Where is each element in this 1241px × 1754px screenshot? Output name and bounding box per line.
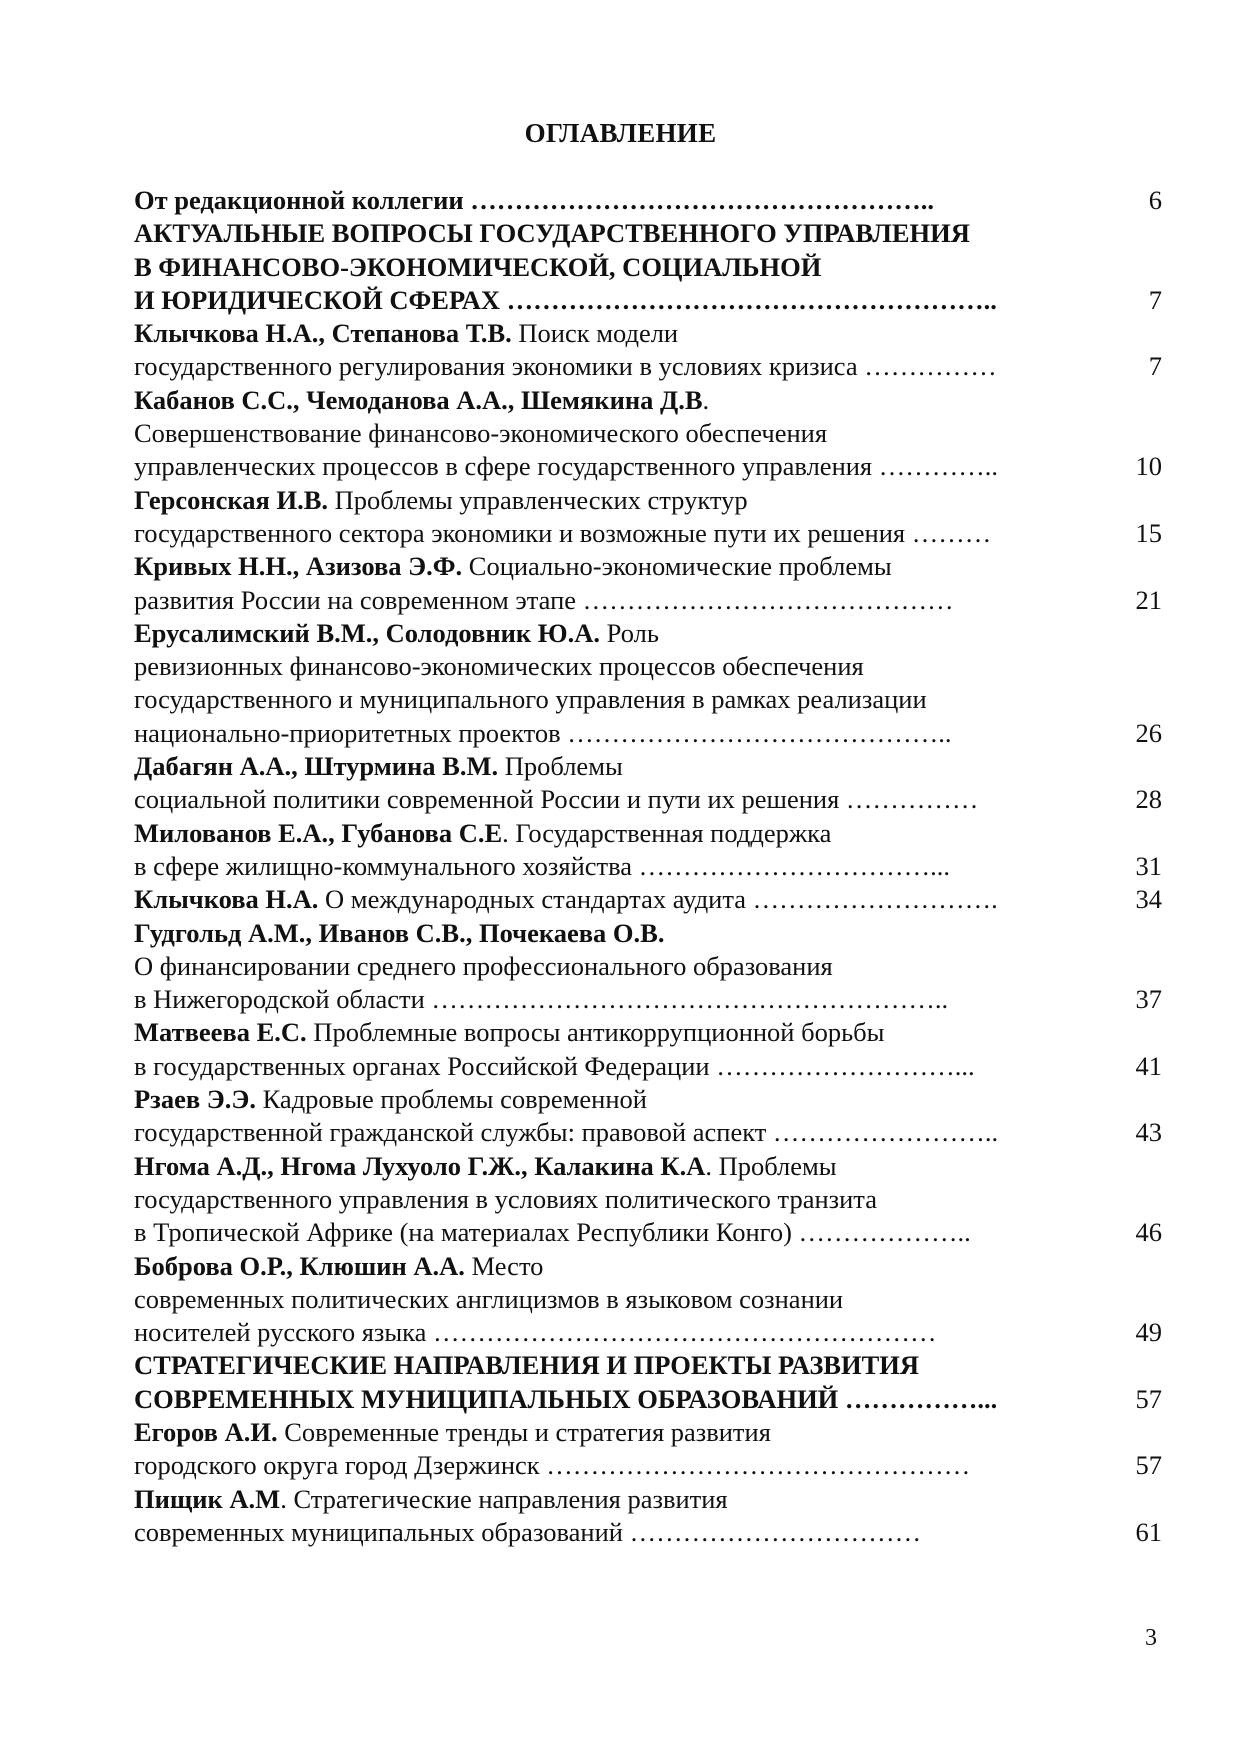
toc-authors: Рзаев Э.Э.: [134, 1084, 256, 1115]
toc-entry-title: в Нижегородской области …………………………………………………..: [134, 984, 949, 1015]
toc-line-text: [134, 185, 934, 215]
toc-line-text: [134, 252, 821, 282]
toc-line-text: [134, 751, 623, 781]
toc-authors: Кабанов С.С., Чемоданова А.А., Шемякина Д.В: [134, 384, 703, 415]
toc-line: [134, 1383, 1164, 1416]
toc-line: [134, 517, 1164, 550]
toc-line-text: [134, 1317, 937, 1347]
toc-line-text: [134, 684, 927, 714]
toc-line: [134, 184, 1164, 217]
toc-entry-title: . Государственная поддержка: [502, 817, 832, 848]
toc-line: [134, 850, 1164, 883]
toc-entry-title: .: [702, 384, 710, 415]
toc-page-number: 57: [1135, 1383, 1162, 1414]
toc-entry-title: государственного и муниципального управления в рамках реализации: [134, 684, 927, 715]
toc-line: [134, 217, 1164, 250]
toc-page-number: 46: [1135, 1217, 1162, 1248]
toc-line-text: [134, 1117, 998, 1147]
toc-line-text: [134, 1151, 837, 1181]
toc-line-text: [134, 218, 970, 248]
toc-page-number: 7: [1148, 284, 1162, 315]
toc-line-text: [134, 351, 997, 381]
toc-line: [134, 1150, 1164, 1183]
toc-entry-title: . Проблемы: [705, 1150, 837, 1181]
toc-line-text: [134, 385, 709, 415]
toc-authors: Боброва О.Р., Клюшин А.А.: [134, 1250, 465, 1281]
toc-page-number: 21: [1135, 584, 1162, 615]
toc-authors: Егоров А.И.: [134, 1416, 278, 1447]
toc-entry-title: О финансировании среднего профессионального образования: [134, 950, 833, 981]
toc-entry-title: Проблемы управленческих структур: [328, 484, 748, 515]
toc-entry-title: государственного управления в условиях политического транзита: [134, 1183, 877, 1214]
toc-line: [134, 1449, 1164, 1482]
toc-line-text: [134, 984, 948, 1014]
toc-authors: Герсонская И.В.: [134, 484, 329, 515]
toc-line-text: [134, 1251, 543, 1281]
toc-line: [134, 983, 1164, 1016]
toc-line: [134, 1349, 1164, 1382]
toc-authors: Гудгольд А.М., Иванов С.В., Почекаева О.В.: [134, 917, 665, 948]
toc-entry-title: современных политических англицизмов в языковом сознании: [134, 1283, 844, 1314]
toc-authors: И ЮРИДИЧЕСКОЙ СФЕРАХ ………………………………………………..: [134, 284, 997, 315]
toc-entry-title: управленческих процессов в сфере государственного управления …………..: [134, 451, 998, 482]
toc-line-text: [134, 884, 998, 914]
toc-line: [134, 617, 1164, 650]
toc-line: [134, 1016, 1164, 1049]
toc-line: [134, 717, 1164, 750]
toc-page-number: 61: [1135, 1516, 1162, 1547]
toc-line: [134, 251, 1164, 284]
page-number: 3: [1145, 1625, 1157, 1651]
toc-entry-title: в сфере жилищно-коммунального хозяйства ……………………………...: [134, 850, 951, 881]
toc-authors: В ФИНАНСОВО-ЭКОНОМИЧЕСКОЙ, СОЦИАЛЬНОЙ: [134, 251, 822, 282]
toc-line-text: [134, 1217, 971, 1247]
toc-line: [134, 750, 1164, 783]
toc-line: [134, 917, 1164, 950]
toc-page-number: 7: [1148, 351, 1162, 382]
toc-line: [134, 450, 1164, 483]
toc-entry-title: Проблемные вопросы антикоррупционной борьбы: [306, 1017, 885, 1048]
toc-page-number: 10: [1135, 451, 1162, 482]
toc-page-number: 28: [1135, 784, 1162, 815]
toc-page-number: 49: [1135, 1317, 1162, 1348]
toc-page-number: 6: [1148, 185, 1162, 215]
toc-line: [134, 1316, 1164, 1349]
toc-authors: Клычкова Н.А.: [134, 884, 319, 915]
toc-entry-title: . Стратегические направления развития: [280, 1483, 728, 1514]
toc-line-text: [134, 1084, 647, 1114]
toc-authors: Ерусалимский В.М., Солодовник Ю.А.: [134, 617, 600, 648]
toc-entry-title: современных муниципальных образований ……………………………: [134, 1516, 922, 1547]
toc-page-number: 31: [1135, 850, 1162, 881]
toc-authors: СОВРЕМЕННЫХ МУНИЦИПАЛЬНЫХ ОБРАЗОВАНИЙ ……………...: [134, 1383, 998, 1414]
toc-authors: От редакционной коллегии ……………………………………………..: [134, 185, 935, 215]
toc-entry-title: государственной гражданской службы: правовой аспект ……………………..: [134, 1117, 999, 1148]
toc-line-text: [134, 818, 831, 848]
toc-line: [134, 584, 1164, 617]
toc-entry-title: Проблемы: [498, 751, 623, 782]
toc-line-text: [134, 451, 998, 481]
toc-line-text: [134, 1017, 884, 1047]
toc-line: [134, 317, 1164, 350]
toc-line: [134, 883, 1164, 916]
toc-line-text: [134, 1350, 919, 1380]
toc-entry-title: Социально-экономические проблемы: [462, 551, 892, 582]
toc-entry-title: городского округа город Дзержинск …………………………………………: [134, 1450, 971, 1481]
toc-entry-title: социальной политики современной России и пути их решения ……………: [134, 784, 979, 815]
toc-entry-title: государственного сектора экономики и возможные пути их решения ………: [134, 517, 992, 548]
toc-line-text: [134, 1417, 771, 1447]
toc-line-text: [134, 551, 892, 581]
toc-line: [134, 417, 1164, 450]
toc-line: [134, 484, 1164, 517]
toc-line: [134, 1416, 1164, 1449]
page-title: ОГЛАВЛЕНИЕ: [524, 118, 717, 148]
toc-line-text: [134, 1517, 921, 1547]
toc-line-text: [134, 1051, 975, 1081]
toc-authors: Дабагян А.А., Штурмина В.М.: [134, 751, 499, 782]
toc-line-text: [134, 285, 997, 315]
toc-line-text: [134, 1384, 997, 1414]
toc-entry-title: национально-приоритетных проектов ……………………………………..: [134, 717, 952, 748]
toc-line-text: [134, 518, 991, 548]
toc-entry-title: ревизионных финансово-экономических процессов обеспечения: [134, 651, 864, 682]
toc-line: [134, 1283, 1164, 1316]
table-of-contents: [134, 184, 1164, 1549]
toc-line: [134, 1083, 1164, 1116]
toc-entry-title: Место: [464, 1250, 544, 1281]
toc-line-text: [134, 1484, 728, 1514]
toc-authors: Нгома А.Д., Нгома Лухуоло Г.Ж., Калакина К.А: [134, 1150, 706, 1181]
toc-line-text: [134, 618, 659, 648]
toc-authors: Милованов Е.А., Губанова С.Е: [134, 817, 503, 848]
toc-line: [134, 783, 1164, 816]
toc-line: [134, 284, 1164, 317]
toc-line-text: [134, 1284, 843, 1314]
toc-entry-title: Современные тренды и стратегия развития: [277, 1416, 771, 1447]
toc-entry-title: Роль: [600, 617, 659, 648]
toc-line: [134, 1183, 1164, 1216]
toc-line: [134, 1250, 1164, 1283]
toc-entry-title: в Тропической Африке (на материалах Республики Конго) ………………..: [134, 1217, 971, 1248]
toc-authors: Пищик А.М: [134, 1483, 281, 1514]
toc-line: [134, 650, 1164, 683]
toc-line: [134, 817, 1164, 850]
toc-line-text: [134, 585, 954, 615]
toc-entry-title: О международных стандартах аудита ……………………….: [318, 884, 998, 915]
toc-line-text: [134, 651, 864, 681]
toc-line-text: [134, 718, 952, 748]
toc-entry-title: носителей русского языка …………………………………………………: [134, 1317, 937, 1348]
toc-entry-title: Совершенствование финансово-экономического обеспечения: [134, 418, 828, 449]
toc-page-number: 41: [1135, 1050, 1162, 1081]
toc-authors: СТРАТЕГИЧЕСКИЕ НАПРАВЛЕНИЯ И ПРОЕКТЫ РАЗВИТИЯ: [134, 1350, 920, 1381]
toc-page-number: 37: [1135, 984, 1162, 1015]
toc-line: [134, 683, 1164, 716]
toc-authors: Кривых Н.Н., Азизова Э.Ф.: [134, 551, 463, 582]
toc-line-text: [134, 418, 827, 448]
toc-line-text: [134, 918, 664, 948]
toc-line-text: [134, 485, 748, 515]
toc-line: [134, 950, 1164, 983]
toc-line: [134, 1483, 1164, 1516]
toc-line-text: [134, 784, 978, 814]
toc-entry-title: развития России на современном этапе ……………………………………: [134, 584, 954, 615]
toc-entry-title: Кадровые проблемы современной: [255, 1084, 647, 1115]
toc-page-number: 34: [1135, 884, 1162, 915]
toc-line: [134, 350, 1164, 383]
toc-authors: АКТУАЛЬНЫЕ ВОПРОСЫ ГОСУДАРСТВЕННОГО УПРАВЛЕНИЯ: [134, 218, 970, 249]
toc-page-number: 43: [1135, 1117, 1162, 1148]
toc-authors: Матвеева Е.С.: [134, 1017, 307, 1048]
toc-entry-title: Поиск модели: [511, 318, 679, 349]
toc-page-number: 57: [1135, 1450, 1162, 1481]
toc-line: [134, 1516, 1164, 1549]
toc-line-text: [134, 1450, 970, 1480]
toc-line-text: [134, 951, 833, 981]
toc-line: [134, 1050, 1164, 1083]
toc-line-text: [134, 1184, 877, 1214]
toc-entry-title: в государственных органах Российской Федерации ………………………...: [134, 1050, 975, 1081]
toc-line: [134, 384, 1164, 417]
toc-line: [134, 1116, 1164, 1149]
toc-authors: Клычкова Н.А., Степанова Т.В.: [134, 318, 512, 349]
toc-line: [134, 550, 1164, 583]
toc-line: [134, 1216, 1164, 1249]
toc-line-text: [134, 318, 678, 348]
toc-page-number: 15: [1135, 517, 1162, 548]
toc-entry-title: государственного регулирования экономики в условиях кризиса ……………: [134, 351, 997, 382]
toc-line-text: [134, 851, 950, 881]
toc-page-number: 26: [1135, 717, 1162, 748]
